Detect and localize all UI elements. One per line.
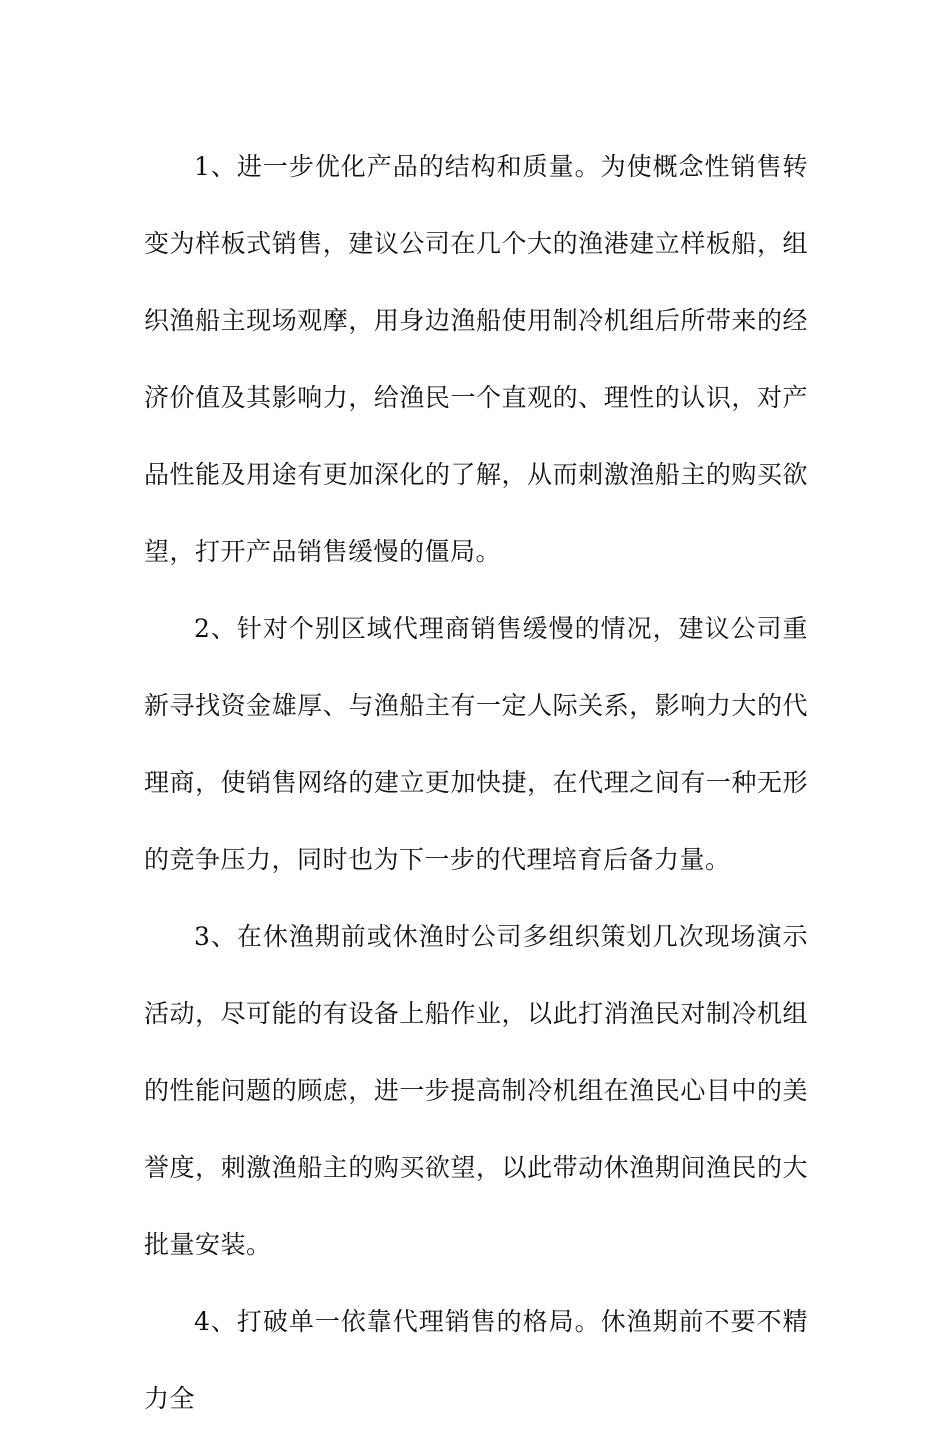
paragraph-2: 2、针对个别区域代理商销售缓慢的情况，建议公司重新寻找资金雄厚、与渔船主有一定人际关系，影响力大的代理商，使销售网络的建立更加快捷，在代理之间有一种无形的竞争压力，同时也为下一步的代理培育后备力量。 — [144, 614, 808, 874]
document-body — [144, 128, 808, 1437]
paragraph-4: 4、打破单一依靠代理销售的格局。休渔期前不要不精力全 — [144, 1307, 808, 1413]
paragraph-3: 3、在休渔期前或休渔时公司多组织策划几次现场演示活动，尽可能的有设备上船作业，以此打消渔民对制冷机组的性能问题的顾虑，进一步提高制冷机组在渔民心目中的美誉度，刺激渔船主的购买欲望，以此带动休渔期间渔民的大批量安装。 — [144, 922, 808, 1259]
paragraph-1: 1、进一步优化产品的结构和质量。为使概念性销售转变为样板式销售，建议公司在几个大的渔港建立样板船，组织渔船主现场观摩，用身边渔船使用制冷机组后所带来的经济价值及其影响力，给渔民一个直观的、理性的认识，对产品性能及用途有更加深化的了解，从而刺激渔船主的购买欲望，打开产品销售缓慢的僵局。 — [144, 152, 808, 566]
